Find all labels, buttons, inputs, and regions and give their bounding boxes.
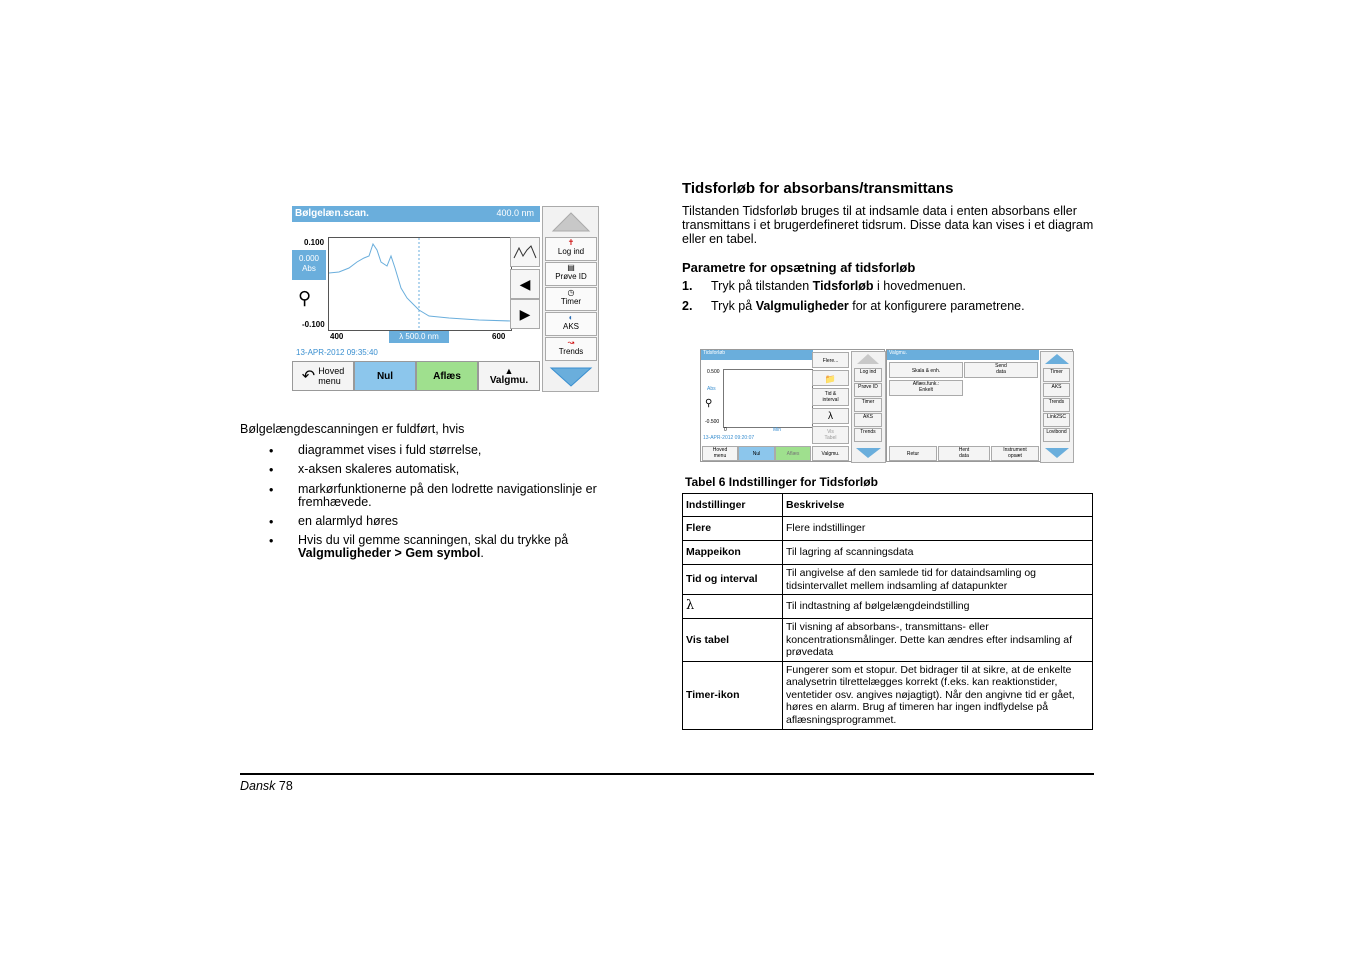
mini2-header: Valgmu. (887, 350, 1039, 360)
cursor-left-button[interactable]: ◀ (510, 269, 540, 299)
step-2-bold: Valgmuligheder (755, 299, 849, 313)
read-label: Aflæs (433, 370, 461, 382)
back-arrow-icon: ↶ (301, 368, 316, 385)
timer-icon: ◷ (567, 288, 575, 297)
zero-label: Nul (376, 370, 394, 382)
options-label: Valgmu. (489, 374, 529, 386)
mini1-options-button[interactable]: Valgmu. (812, 446, 849, 461)
intro-text: Bølgelængdescanningen er fuldført, hvis (240, 422, 465, 436)
table-row (683, 517, 1093, 541)
folder-icon: 📁 (824, 374, 837, 384)
bullet-5-end: . (480, 546, 484, 560)
footer (240, 779, 293, 793)
time-interval-button[interactable]: Tid & interval (812, 388, 849, 406)
zero-button[interactable] (354, 361, 416, 391)
mini1-zoom-icon[interactable]: ⚲ (705, 398, 713, 409)
step-2 (711, 300, 1025, 313)
mini2-side-nav (1040, 351, 1074, 463)
mini1-trends-button[interactable]: Trends (854, 428, 882, 442)
mini1-plot (723, 369, 813, 428)
screen-title: Bølgelæn.scan. (295, 208, 369, 219)
person-icon: ✝ (567, 238, 575, 247)
zoom-icon[interactable]: ⚲ (298, 288, 312, 308)
mini1-x-left: 0 (724, 427, 727, 433)
instrument-setup-button[interactable]: Instrument opsæt (991, 446, 1039, 461)
scan-plot (328, 237, 512, 331)
home-menu-button[interactable] (292, 361, 354, 391)
table-cell: Timer-ikon (683, 661, 783, 729)
timer-button[interactable] (545, 287, 597, 311)
bullet-5 (298, 534, 608, 560)
aqa-icon: ◐ (568, 313, 574, 322)
table-header-cell: Beskrivelse (783, 494, 1093, 517)
more-button[interactable]: Flere... (812, 352, 849, 368)
peak-button[interactable] (510, 237, 540, 267)
y-tick-top: 0.100 (304, 238, 325, 247)
aqa-button[interactable] (545, 312, 597, 336)
mini2-aqa-button[interactable]: AKS (1043, 383, 1070, 397)
bullet-1: diagrammet vises i fuld størrelse, (298, 443, 482, 457)
table-row (683, 661, 1093, 729)
login-button[interactable] (545, 237, 597, 261)
back-button[interactable]: Retur (889, 446, 937, 461)
table-row (683, 619, 1093, 662)
bullet-5-bold: Valgmuligheder > Gem symbol (298, 546, 481, 560)
options-button[interactable] (478, 361, 540, 391)
step-1-post: i hovedmenuen. (873, 279, 966, 293)
step-2-post: for at konfigurere parametrene. (848, 299, 1025, 313)
mini1-zero-button[interactable]: Nul (738, 446, 775, 461)
scale-unit-button[interactable]: Skala & enh. (889, 362, 963, 378)
lambda-button[interactable]: λ (812, 408, 849, 424)
table-cell: Flere (683, 517, 783, 541)
trends-label: Trends (558, 347, 584, 356)
bullet-dot: • (269, 463, 274, 477)
bullet-dot: • (269, 444, 274, 458)
options-screen (886, 349, 1073, 462)
mini2-down-arrow[interactable] (1041, 446, 1073, 460)
time-course-screen (700, 349, 885, 462)
cursor-right-button[interactable]: ▶ (510, 299, 540, 329)
mini2-link2sc-button[interactable]: Link2SC (1043, 413, 1070, 427)
scroll-down-button[interactable] (545, 364, 597, 390)
aqa-label: AKS (562, 322, 579, 331)
table-row (683, 565, 1093, 595)
table-cell: Til angivelse af den samlede tid for dataindsamling og tidsintervallet mellem indsamling af datapunkter (783, 565, 1093, 595)
step-1-pre: Tryk på tilstanden (711, 279, 813, 293)
table-header-cell: Indstillinger (683, 494, 783, 517)
settings-table (682, 493, 1093, 730)
section-paragraph: Tilstanden Tidsforløb bruges til at indsamle data i enten absorbans eller transmittans i et brugerdefineret tidsrum. Disse data kan vises i et diagram eller en tabel. (682, 204, 1094, 246)
mini1-home-button[interactable]: Hoved menu (702, 446, 738, 461)
mini1-y-top: 0.500 (707, 369, 720, 375)
x-tick-left: 400 (330, 332, 344, 341)
mini1-read-button[interactable]: Aflæs (775, 446, 811, 461)
bullet-5-text: Hvis du vil gemme scanningen, skal du trykke på (298, 533, 569, 547)
table-row (683, 541, 1093, 565)
step-1-bold: Tidsforløb (812, 279, 874, 293)
mini1-aqa-button[interactable]: AKS (854, 413, 882, 427)
mini2-timer-button[interactable]: Timer (1043, 368, 1070, 382)
y-tick-bottom: -0.100 (302, 320, 325, 329)
mini1-down-arrow[interactable] (852, 446, 885, 460)
abs-readout: 0.000 Abs (292, 250, 326, 280)
bullet-dot: • (269, 483, 274, 497)
sample-id-button[interactable] (545, 262, 597, 286)
table-cell: Til indtastning af bølgelængdeindstilling (783, 595, 1093, 619)
step-1-number: 1. (682, 279, 693, 293)
table-cell: Til visning af absorbans-, transmittans- eller koncentrationsmålinger. Dette kan ændres efter indsamling af prøvedata (783, 619, 1093, 662)
table-header-row (683, 494, 1093, 517)
footer-language: Dansk (240, 779, 276, 793)
bullet-dot: • (269, 534, 274, 548)
read-mode-button[interactable]: Aflæs.funk.: Enkelt (889, 380, 963, 396)
table-caption: Tabel 6 Indstillinger for Tidsforløb (685, 475, 878, 489)
timer-label: Timer (560, 297, 582, 306)
wavelength-readout: 400.0 nm (496, 208, 534, 218)
mini1-timestamp: 13-APR-2012 09:20:07 (703, 435, 755, 441)
step-1 (711, 280, 966, 293)
send-data-button[interactable]: Send data (964, 362, 1038, 378)
bullet-2: x-aksen skaleres automatisk, (298, 462, 460, 476)
lambda-marker[interactable]: λ 500.0 nm (389, 331, 449, 343)
scroll-up-button[interactable] (545, 209, 597, 235)
up-triangle-icon: ▲ (504, 365, 514, 376)
mini1-y-bottom: -0.500 (705, 419, 720, 425)
step-2-pre: Tryk på (711, 299, 756, 313)
table-cell: Vis tabel (683, 619, 783, 662)
bottom-button-row (292, 361, 540, 391)
timestamp: 13-APR-2012 09:35:40 (296, 348, 378, 357)
subheading: Parametre for opsætning af tidsforløb (682, 260, 916, 275)
table-cell: Flere indstillinger (783, 517, 1093, 541)
mini1-timer-button[interactable]: Timer (854, 398, 882, 412)
mini1-sample-id-button[interactable]: Prøve ID (854, 383, 882, 397)
mini2-lovibond-button[interactable]: Lovibond (1043, 428, 1070, 442)
side-navigation (542, 206, 599, 392)
folder-button[interactable] (812, 370, 849, 386)
mini1-login-button[interactable]: Log ind (854, 368, 882, 382)
table-cell: Til lagring af scanningsdata (783, 541, 1093, 565)
screen-header (292, 206, 540, 222)
scan-curve (329, 238, 511, 330)
vial-icon: ▤ (567, 263, 575, 272)
wavelength-scan-screen (292, 206, 600, 392)
table-cell: Fungerer som et stopur. Det bidrager til at sikre, at de enkelte analysetrin tilrettelægges korrekt (f.eks. kan reaktionstider, ventetider osv. angives nøjagtigt). Når den angivne tid er gået, høres en alarm. Brug af timeren har ingen indflydelse på aflæsningsprogrammet. (783, 661, 1093, 729)
table-row (683, 595, 1093, 619)
sample-id-label: Prøve ID (555, 272, 587, 281)
table-cell: Mappeikon (683, 541, 783, 565)
table-cell: Tid og interval (683, 565, 783, 595)
mini2-trends-button[interactable]: Trends (1043, 398, 1070, 412)
table-cell: λ (683, 595, 783, 619)
mini1-x-right: Min (773, 427, 782, 433)
mini1-header: Tidsforløb (701, 350, 813, 360)
mini1-side-nav (851, 351, 886, 463)
footer-rule (240, 773, 1094, 775)
read-button[interactable] (416, 361, 478, 391)
mini1-y-mid: Abs (707, 386, 716, 392)
section-heading: Tidsforløb for absorbans/transmittans (682, 180, 954, 197)
bullet-3: markørfunktionerne på den lodrette navigationslinje er fremhævede. (298, 482, 597, 509)
x-tick-right: 600 (492, 332, 506, 341)
view-table-button[interactable]: Vis Tabel (812, 426, 849, 444)
mini1-up-arrow[interactable] (852, 352, 885, 366)
bullet-4: en alarmlyd høres (298, 514, 399, 528)
home-menu-label: Hoved menu (318, 366, 345, 386)
trend-chart-icon: ↝ (567, 338, 575, 347)
step-2-number: 2. (682, 299, 693, 313)
mini2-up-arrow[interactable] (1041, 352, 1073, 366)
login-label: Log ind (557, 247, 585, 256)
page-number: 78 (278, 779, 293, 793)
recall-data-button[interactable]: Hent data (938, 446, 990, 461)
trends-button[interactable] (545, 337, 597, 361)
bullet-dot: • (269, 515, 274, 529)
